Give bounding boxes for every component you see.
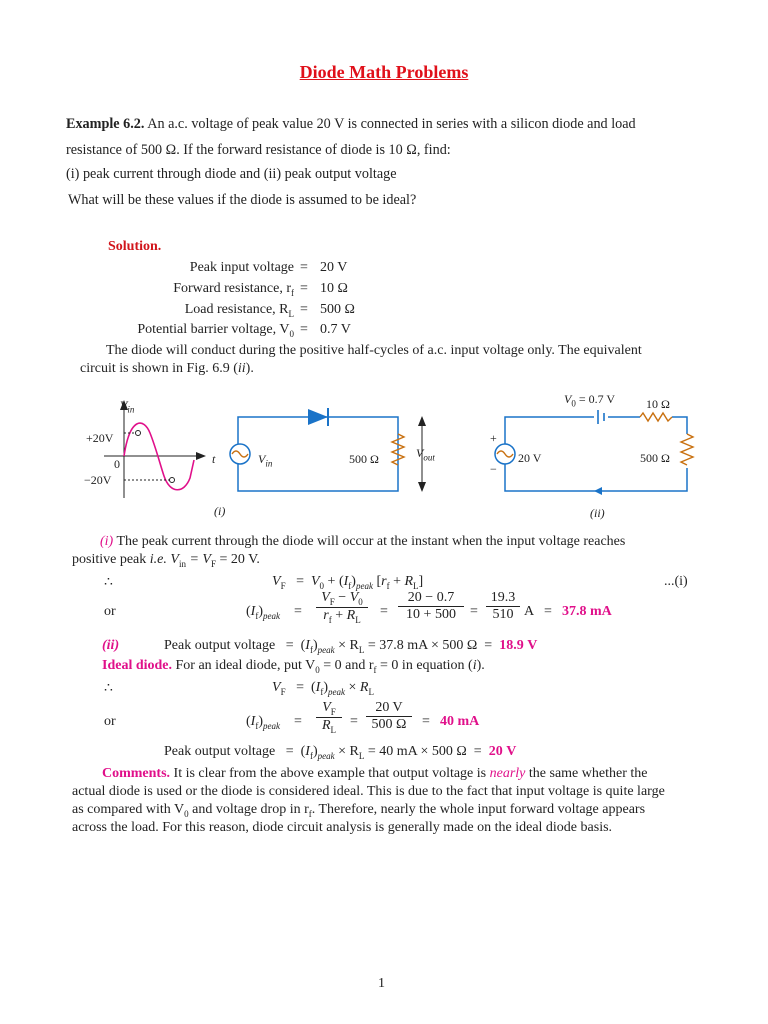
fig-vin-axis: $V_{in}$ [120,398,135,415]
conduct-line-2: circuit is shown in Fig. 6.9 (ii). [80,361,254,376]
comments-line-3: as compared with $V_0$ and voltage drop in $r_f$. Therefore, nearly the whole input forward voltage appears [72,802,646,819]
fig-vout: $V_{out}$ [416,446,435,463]
peak-out-1: Peak output voltage = $(I_f)_{peak} \times R_L = 37.8$ mA × 500 Ω = 18.9 V [164,638,538,655]
equals-sign: = [300,281,308,296]
frac-ideal-symbolic: $\frac{V_F}{R_L}$ [316,700,342,735]
given-label: Load resistance, $R_L$ [184,302,294,319]
frac-ideal-numeric: $\frac{20 V}{500 \Omega}$ [366,700,412,733]
given-label: Forward resistance, $r_f$ [173,281,294,298]
frac-numeric: $\frac{20 - 0.7}{10 + 500}$ [398,590,464,623]
question-2: What will be these values if the diode is assumed to be ideal? [68,192,417,208]
fig-r1: 500 Ω [349,452,379,466]
equals-sign: = [300,260,308,275]
example-line-2: resistance of 500 Ω. If the forward resistance of diode is 10 Ω, find: [66,142,451,158]
equals-sign: = [380,604,388,619]
given-value: 0.7 V [320,322,351,337]
fig-t: t [212,452,216,466]
given-value: 10 Ω [320,281,348,296]
given-value: 20 V [320,260,348,275]
frac-symbolic: $\frac{V_F - V_0}{r_f + R_L}$ [316,590,368,625]
equals-sign: = [544,604,552,619]
part-i-line-2: positive peak i.e. $V_{in} = V_F = 20$ V. [72,552,260,569]
eq-ipeak-1: $(I_f)_{peak}$ = [246,604,302,621]
given-label: Peak input voltage [189,260,294,275]
unit-a: A [524,604,535,619]
fig-caption-ii: (ii) [590,506,605,520]
page-number: 1 [378,976,385,991]
equals-sign: = [300,322,308,337]
eq-ref-i: ...(i) [664,574,688,589]
page-title: Diode Math Problems [299,62,469,82]
waveform-graph [104,400,206,498]
peak-out-2: Peak output voltage = $(I_f)_{peak} \times R_L = 40$ mA × 500 Ω = 20 V [164,744,517,761]
fig-plus: + [490,431,497,445]
comments-line-1: Comments. It is clear from the above example that output voltage is nearly the same whether the [102,766,648,781]
fig-minus20: −20V [84,473,112,487]
frac-result: $\frac{19.3}{510}$ [486,590,520,623]
therefore-1: ∴ [104,575,113,590]
equals-sign: = [422,714,430,729]
part-i-line-1: (i) The peak current through the diode will occur at the instant when the input voltage reaches [100,534,626,549]
fig-v0: $V_0 = 0.7$ V [564,392,616,409]
example-line-1: Example 6.2. An a.c. voltage of peak value 20 V is connected in series with a silicon diode and load [66,116,636,132]
solution-label: Solution. [108,239,162,254]
equals-sign: = [350,714,358,729]
or-2: or [104,714,116,729]
comments-line-4: across the load. For this reason, diode circuit analysis is generally made on the ideal diode basis. [72,820,613,835]
equals-sign: = [300,302,308,317]
comments-line-2: actual diode is used or the diode is considered ideal. This is due to the fact that input voltage is quite large [72,784,665,799]
fig-plus20: +20V [86,431,114,445]
therefore-2: ∴ [104,681,113,696]
fig-minus: − [490,462,497,476]
fig-r2: 500 Ω [640,451,670,465]
ideal-line: Ideal diode. For an ideal diode, put $V_0 = 0$ and $r_f = 0$ in equation (i). [102,658,485,675]
question-1: (i) peak current through diode and (ii) peak output voltage [66,166,397,182]
equals-sign: = [470,604,478,619]
part-ii-label: (ii) [102,638,120,653]
fig-zero: 0 [114,457,120,471]
eq-ipeak-2: $(I_f)_{peak}$ = [246,714,302,731]
conduct-line-1: The diode will conduct during the positive half-cycles of a.c. input voltage only. The equivalent [106,343,642,358]
circuit-i [230,408,426,492]
result-current-ideal: 40 mA [440,714,480,729]
or-1: or [104,604,116,619]
result-current: 37.8 mA [562,604,612,619]
fig-source-label: $V_{in}$ [258,452,273,469]
fig-src2: 20 V [518,451,542,465]
fig-caption-i: (i) [214,504,226,518]
fig-rf: 10 Ω [646,397,670,411]
eq-vf-2: $V_F = (I_f)_{peak} \times R_L$ [272,680,374,697]
given-value: 500 Ω [320,302,355,317]
eq-vf-1: $V_F = V_0 + (I_f)_{peak}$ $[r_f + R_L]$ [272,574,424,591]
given-label: Potential barrier voltage, $V_0$ [137,322,294,339]
